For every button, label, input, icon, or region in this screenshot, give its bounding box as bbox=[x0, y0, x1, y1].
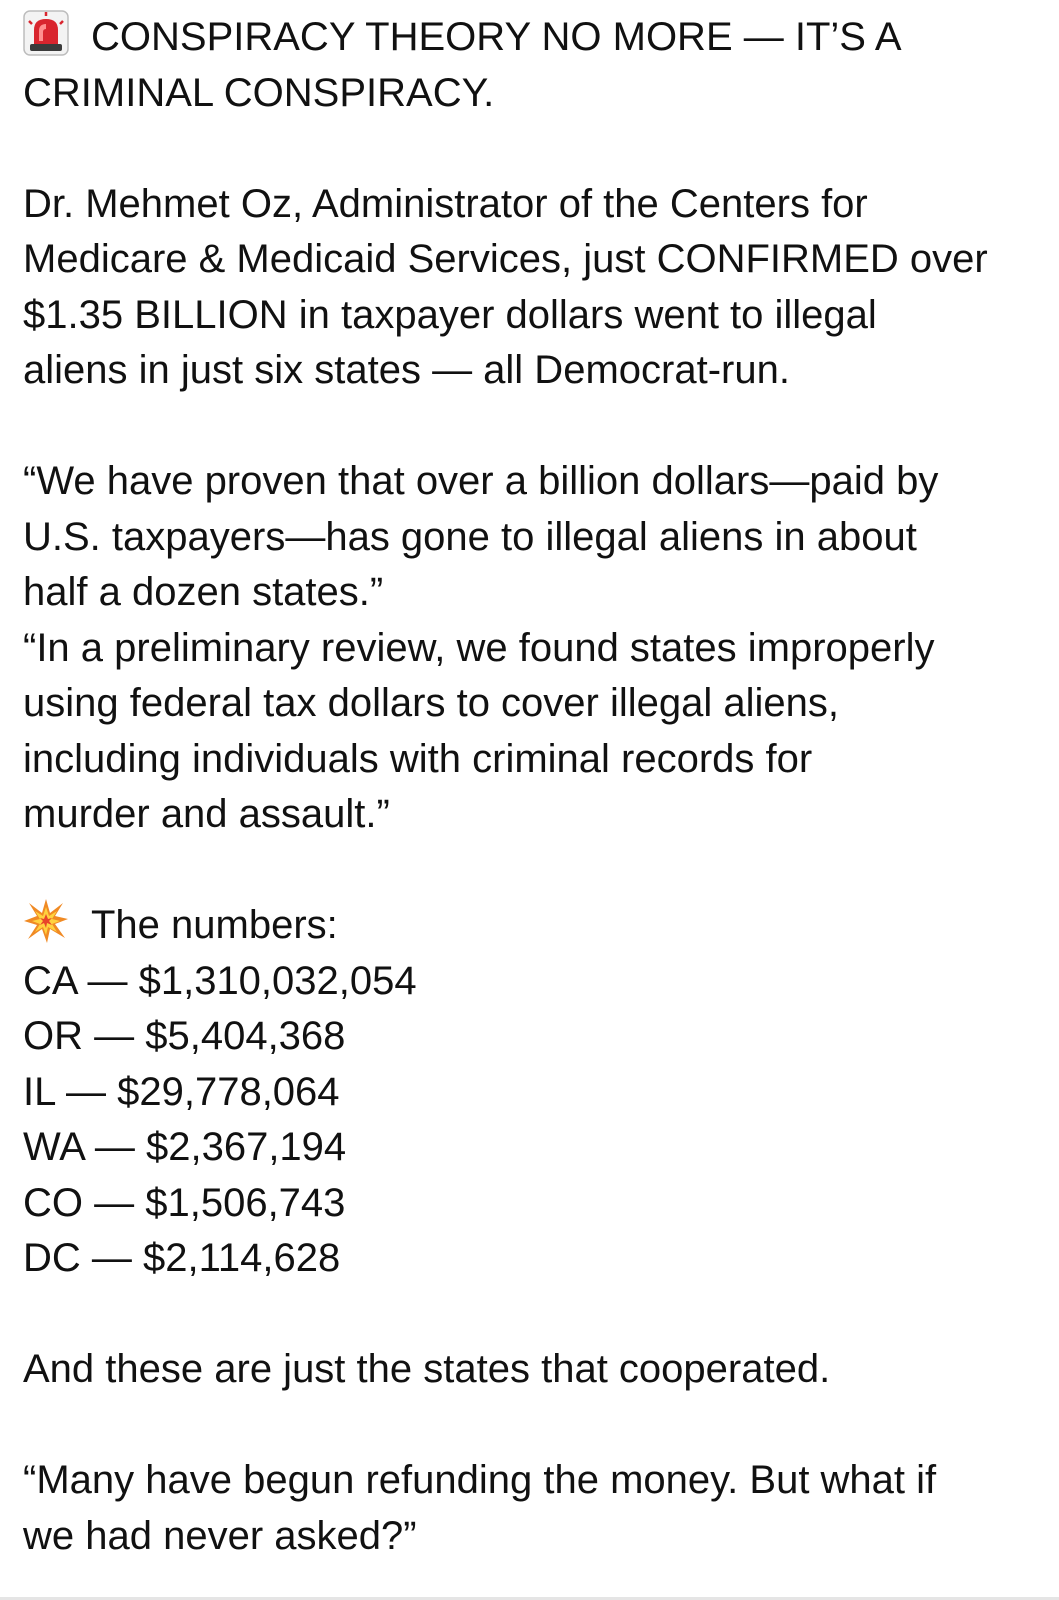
paragraph-gap bbox=[23, 843, 1033, 899]
paragraph-gap bbox=[23, 399, 1033, 455]
post-body bbox=[23, 10, 1033, 1564]
state-amount-il: IL — $29,778,064 bbox=[23, 1069, 340, 1114]
collision-icon bbox=[23, 898, 69, 944]
closing-quote-line: “Many have begun refunding the money. But what if bbox=[23, 1458, 937, 1502]
quote-line: “We have proven that over a billion dollars—paid by bbox=[23, 459, 939, 503]
state-amount-or: OR — $5,404,368 bbox=[23, 1014, 346, 1058]
paragraph-gap bbox=[23, 1398, 1033, 1454]
intro-line: $1.35 BILLION in taxpayer dollars went to illegal bbox=[23, 292, 877, 337]
intro-line: Medicare & Medicaid Services, just CONFIRMED over bbox=[23, 237, 988, 281]
rotating-light-icon bbox=[23, 10, 69, 56]
quote-line: U.S. taxpayers—has gone to illegal aliens in about bbox=[23, 514, 917, 559]
intro-line: Dr. Mehmet Oz, Administrator of the Centers for bbox=[23, 181, 868, 226]
paragraph-gap bbox=[23, 121, 1033, 177]
quote-line: including individuals with criminal records for bbox=[23, 736, 813, 781]
headline-text-1: CONSPIRACY THEORY NO MORE — IT’S A bbox=[91, 15, 902, 59]
closing-quote-line: we had never asked?” bbox=[23, 1513, 417, 1558]
numbers-heading-text: The numbers: bbox=[91, 903, 338, 947]
quote-line: murder and assault.” bbox=[23, 792, 390, 836]
headline-line-2: CRIMINAL CONSPIRACY. bbox=[23, 70, 495, 115]
state-amount-wa: WA — $2,367,194 bbox=[23, 1125, 347, 1169]
state-amount-dc: DC — $2,114,628 bbox=[23, 1236, 341, 1280]
paragraph-gap bbox=[23, 1287, 1033, 1343]
intro-line: aliens in just six states — all Democrat-run. bbox=[23, 348, 790, 392]
state-amount-ca: CA — $1,310,032,054 bbox=[23, 958, 417, 1003]
numbers-heading bbox=[23, 898, 1033, 954]
cooperation-note: And these are just the states that cooperated. bbox=[23, 1347, 831, 1391]
state-amount-co: CO — $1,506,743 bbox=[23, 1180, 346, 1225]
quote-line: using federal tax dollars to cover illegal aliens, bbox=[23, 681, 839, 725]
quote-line: “In a preliminary review, we found states improperly bbox=[23, 625, 935, 670]
headline-line-1 bbox=[23, 10, 1033, 66]
quote-line: half a dozen states.” bbox=[23, 570, 384, 614]
